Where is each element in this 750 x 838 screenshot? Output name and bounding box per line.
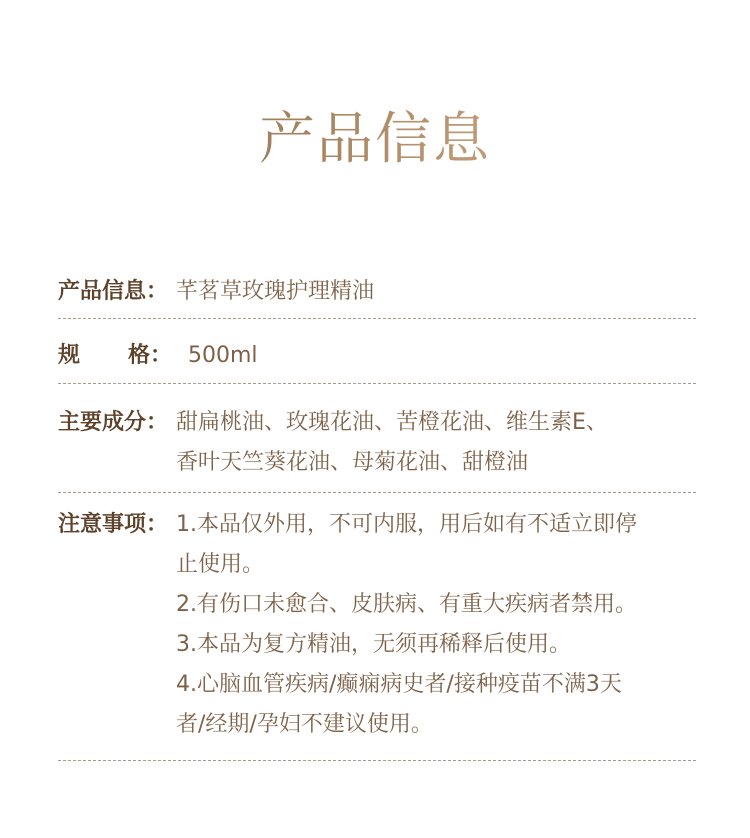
notes-line: 者/经期/孕妇不建议使用。	[176, 712, 433, 737]
notes-value	[176, 505, 696, 745]
ingredients-label: 主要成分：	[58, 410, 169, 435]
notes-label: 注意事项：	[58, 512, 169, 537]
ingredients-value	[176, 403, 696, 483]
spec-label	[58, 336, 172, 376]
notes-line: 3.本品为复方精油，无须再稀释后使用。	[176, 632, 571, 657]
ingredients-line: 甜扁桃油、玫瑰花油、苦橙花油、维生素E、	[176, 410, 608, 435]
divider	[58, 760, 696, 761]
spec-label-part-2: 格：	[128, 343, 173, 368]
product-name-label: 产品信息：	[58, 279, 169, 304]
notes-line: 2.有伤口未愈合、皮肤病、有重大疾病者禁用。	[176, 592, 637, 617]
ingredients-line: 香叶天竺葵花油、母菊花油、甜橙油	[176, 450, 529, 475]
divider	[58, 492, 696, 493]
spec-text: 500ml	[188, 343, 258, 368]
product-name-text: 芊茗草玫瑰护理精油	[176, 279, 375, 304]
notes-line: 1.本品仅外用，不可内服，用后如有不适立即停	[176, 512, 637, 537]
divider	[58, 383, 696, 384]
page-title: 产品信息	[0, 104, 750, 176]
spec-value	[188, 336, 708, 376]
product-name-value	[176, 272, 696, 312]
spec-label-part-1: 规	[58, 343, 81, 368]
notes-line: 4.心脑血管疾病/癫痫病史者/接种疫苗不满3天	[176, 672, 622, 697]
notes-line: 止使用。	[176, 552, 265, 577]
divider	[58, 318, 696, 319]
